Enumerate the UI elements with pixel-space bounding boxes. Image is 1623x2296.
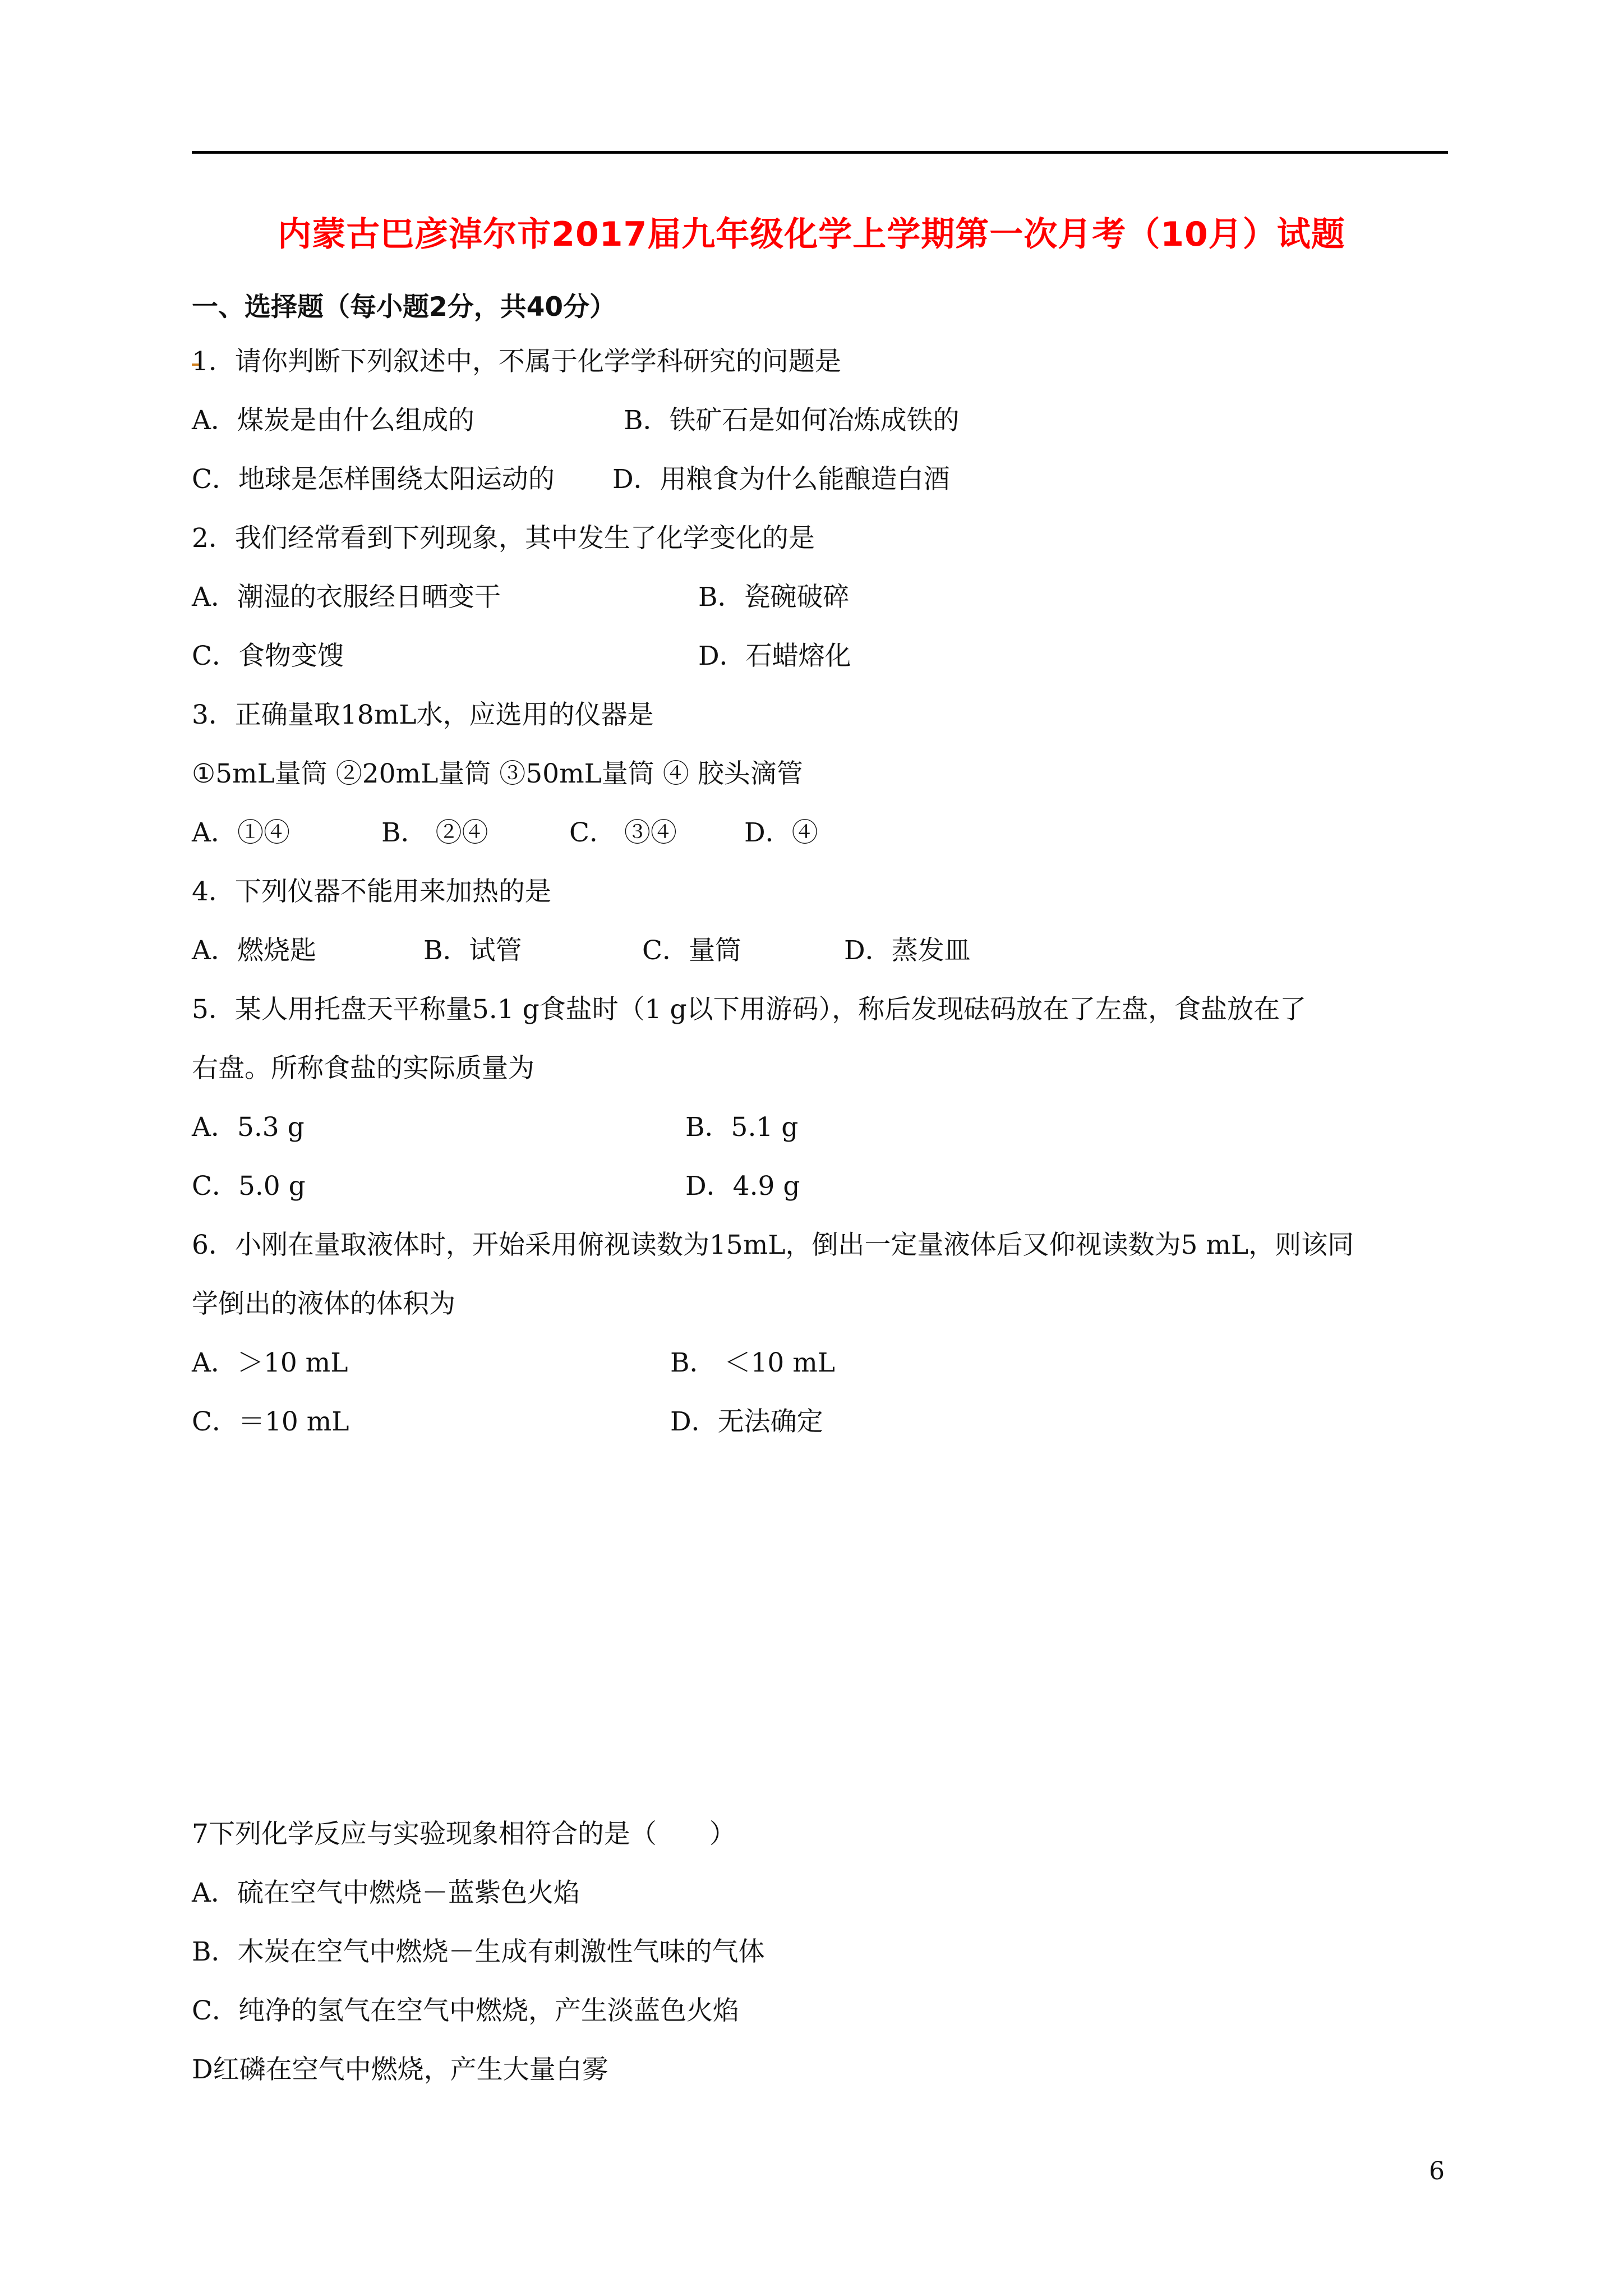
question-6-stem-line-1: 6．小刚在量取液体时，开始采用俯视读数为15mL，倒出一定量液体后又仰视读数为5 mL，则该同 [192,1230,1354,1260]
question-3-items: ①5mL量筒 ②20mL量筒 ③50mL量筒 ④ 胶头滴管 [192,758,803,789]
question-3-option-c: C． ③④ [569,817,677,848]
question-2-stem: 2．我们经常看到下列现象，其中发生了化学变化的是 [192,523,815,554]
section-heading: 一、选择题（每小题2分，共40分） [192,292,616,323]
question-4-stem: 4．下列仪器不能用来加热的是 [192,876,551,907]
question-4-option-c: C．量筒 [642,935,741,966]
question-6-option-a: A．＞10 mL [192,1347,348,1378]
question-7-option-b: B．木炭在空气中燃烧－生成有刺激性气味的气体 [192,1936,765,1967]
question-5-option-c: C．5.0 g [192,1171,306,1202]
question-3-option-b: B． ②④ [381,817,488,848]
question-2-option-b: B．瓷碗破碎 [698,582,850,613]
question-5-option-b: B．5.1 g [685,1112,799,1143]
question-4-option-a: A．燃烧匙 [192,935,316,966]
question-1-option-a: A．煤炭是由什么组成的 [192,405,474,436]
question-7-stem: 7下列化学反应与实验现象相符合的是（ ） [192,1819,736,1849]
question-3-option-a: A．①④ [192,817,290,848]
question-5-stem-line-2: 右盘。所称食盐的实际质量为 [192,1053,534,1084]
question-5-option-d: D．4.9 g [685,1171,800,1202]
question-7-option-d: D红磷在空气中燃烧，产生大量白雾 [192,2054,608,2085]
question-5-stem-line-1: 5．某人用托盘天平称量5.1 g食盐时（1 g以下用游码），称后发现砝码放在了左盘，食盐放在了 [192,994,1307,1025]
exam-title: 内蒙古巴彦淖尔市2017届九年级化学上学期第一次月考（10月）试题 [278,215,1345,254]
question-2-option-a: A．潮湿的衣服经日晒变干 [192,582,501,613]
question-1-stem: 1．请你判断下列叙述中，不属于化学学科研究的问题是 [192,346,841,377]
question-2-option-d: D．石蜡熔化 [698,641,851,671]
question-5-option-a: A．5.3 g [192,1112,305,1143]
question-6-option-c: C．＝10 mL [192,1406,349,1437]
question-3-option-d: D．④ [744,817,818,848]
question-2-option-c: C．食物变馊 [192,641,344,671]
question-3-stem: 3．正确量取18mL水，应选用的仪器是 [192,700,654,730]
question-1-option-c: C．地球是怎样围绕太阳运动的 [192,464,555,495]
question-4-option-b: B．试管 [423,935,522,966]
question-7-option-a: A．硫在空气中燃烧－蓝紫色火焰 [192,1878,580,1908]
question-4-option-d: D．蒸发皿 [844,935,971,966]
question-1-option-d: D．用粮食为什么能酿造白酒 [612,464,950,495]
page-number: 6 [1429,2157,1445,2185]
question-6-option-b: B． ＜10 mL [670,1347,836,1378]
question-6-option-d: D．无法确定 [670,1406,823,1437]
header-rule [192,151,1448,154]
question-6-stem-line-2: 学倒出的液体的体积为 [192,1289,455,1319]
question-7-option-c: C．纯净的氢气在空气中燃烧，产生淡蓝色火焰 [192,1995,739,2026]
question-1-option-b: B．铁矿石是如何冶炼成铁的 [624,405,960,436]
